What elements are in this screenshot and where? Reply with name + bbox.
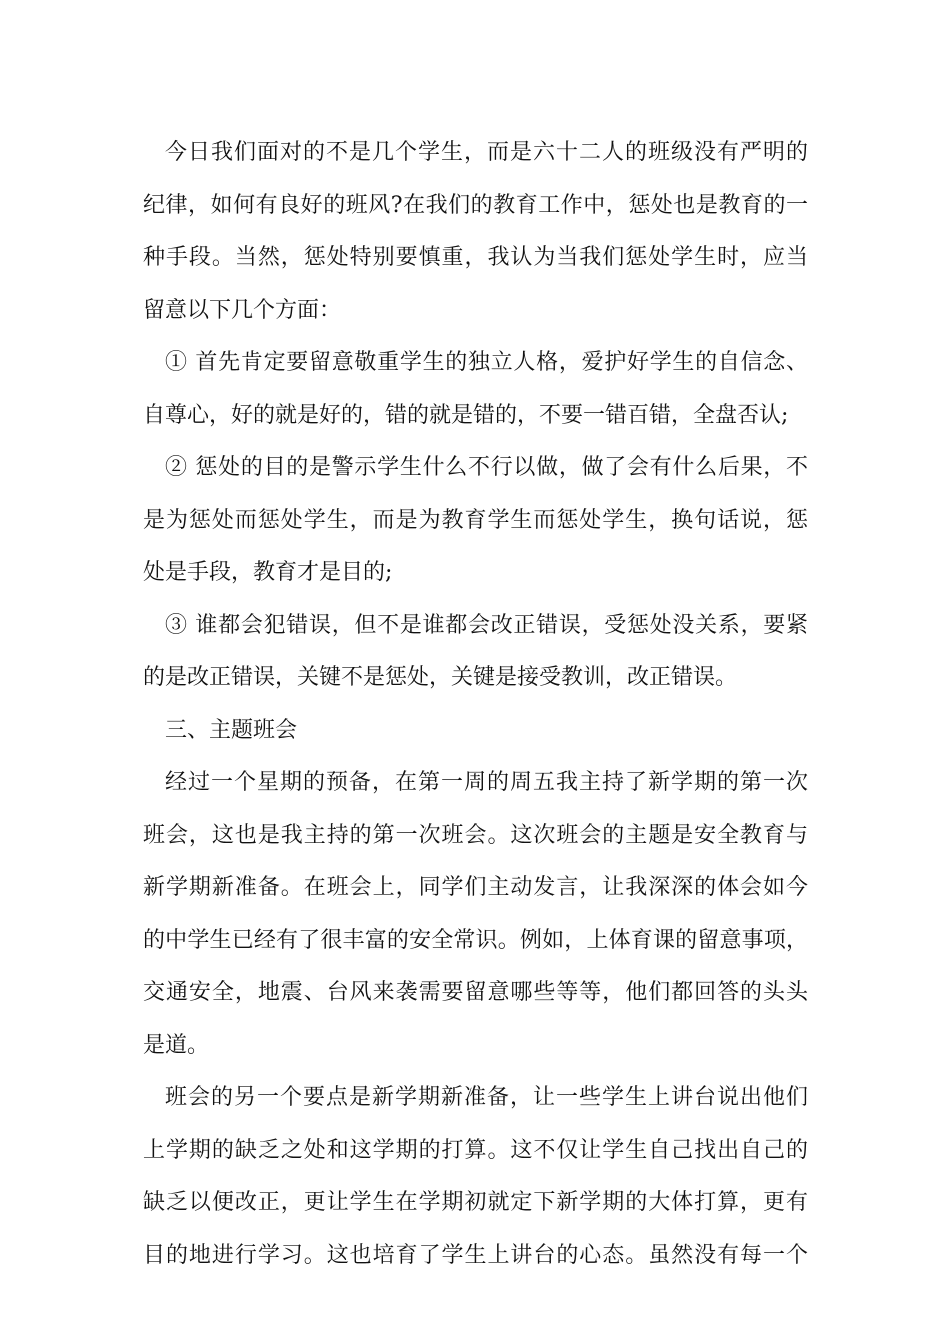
list-item-3 xyxy=(143,600,808,705)
text-line: 留意以下几个方面： xyxy=(143,297,342,323)
paragraph-discipline xyxy=(143,127,808,337)
text-line: 新学期新准备。在班会上，同学们主动发言，让我深深的体会如今 xyxy=(143,875,808,900)
text-line: 自尊心，好的就是好的，错的就是错的，不要一错百错，全盘否认; xyxy=(143,402,789,428)
text-line: 是为惩处而惩处学生，而是为教育学生而惩处学生，换句话说，惩 xyxy=(143,507,808,533)
text-line: 目的地进行学习。这也培育了学生上讲台的心态。虽然没有每一个 xyxy=(143,1242,808,1268)
document-body xyxy=(143,127,808,1282)
text-line: 上学期的缺乏之处和这学期的打算。这不仅让学生自己找出自己的 xyxy=(143,1137,808,1163)
list-item-2 xyxy=(143,442,808,600)
heading-text: 三、主题班会 xyxy=(165,717,298,743)
text-line: 的是改正错误，关键不是惩处，关键是接受教训，改正错误。 xyxy=(143,665,738,690)
paragraph-new-semester xyxy=(143,1072,808,1282)
text-line: 处是手段，教育才是目的; xyxy=(143,560,393,585)
section-heading xyxy=(143,705,808,758)
text-line: ② 惩处的目的是警示学生什么不行以做，做了会有什么后果，不 xyxy=(165,455,808,480)
paragraph-class-meeting xyxy=(143,757,808,1072)
text-line: 交通安全，地震、台风来袭需要留意哪些等等，他们都回答的头头 xyxy=(143,980,808,1005)
text-line: 纪律，如何有良好的班风?在我们的教育工作中，惩处也是教育的一 xyxy=(143,192,808,218)
text-line: 缺乏以便改正，更让学生在学期初就定下新学期的大体打算，更有 xyxy=(143,1190,808,1215)
text-line: 班会，这也是我主持的第一次班会。这次班会的主题是安全教育与 xyxy=(143,822,808,848)
text-line: 的中学生已经有了很丰富的安全常识。例如，上体育课的留意事项， xyxy=(143,927,808,953)
text-line: 经过一个星期的预备，在第一周的周五我主持了新学期的第一次 xyxy=(165,770,808,795)
text-line: 今日我们面对的不是几个学生，而是六十二人的班级没有严明的 xyxy=(165,140,808,165)
text-line: 种手段。当然，惩处特别要慎重，我认为当我们惩处学生时，应当 xyxy=(143,245,808,270)
text-line: ① 首先肯定要留意敬重学生的独立人格，爱护好学生的自信念、 xyxy=(165,350,808,375)
list-item-1 xyxy=(143,337,808,442)
text-line: ③ 谁都会犯错误，但不是谁都会改正错误，受惩处没关系，要紧 xyxy=(165,612,808,638)
text-line: 班会的另一个要点是新学期新准备，让一些学生上讲台说出他们 xyxy=(165,1085,808,1110)
text-line: 是道。 xyxy=(143,1032,210,1058)
